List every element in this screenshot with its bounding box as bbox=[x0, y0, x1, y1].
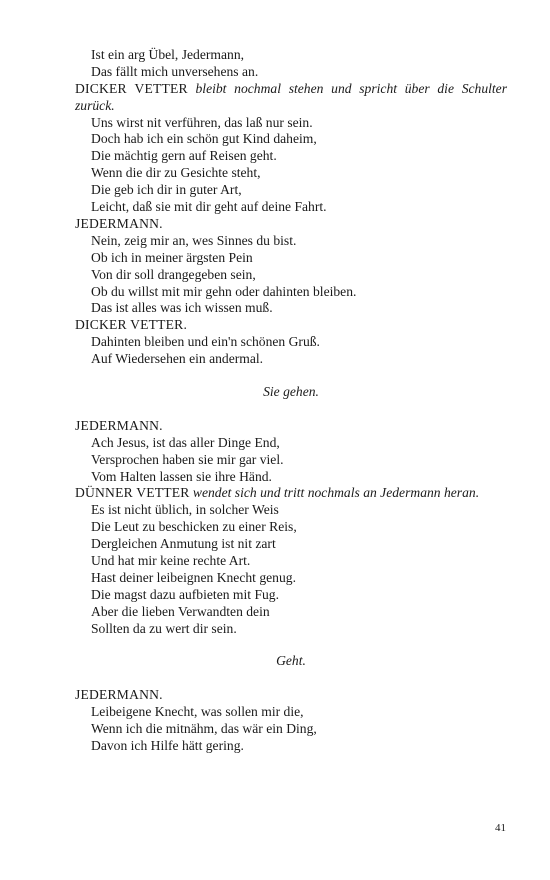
stage-direction-centered: Geht. bbox=[276, 653, 306, 669]
verse-line: Sollten da zu wert dir sein. bbox=[91, 620, 237, 636]
verse-line: Versprochen haben sie mir gar viel. bbox=[91, 451, 284, 467]
verse-line: Davon ich Hilfe hätt gering. bbox=[91, 738, 244, 753]
verse-line: Wenn ich die mitnähm, das wär ein Ding, bbox=[91, 721, 317, 737]
verse-line: Auf Wiedersehen ein andermal. bbox=[91, 351, 264, 367]
verse-line: Uns wirst nit verführen, das laß nur sein. bbox=[91, 114, 313, 130]
speaker-name: JEDERMANN. bbox=[75, 215, 163, 231]
verse-line: Die mächtig gern auf Reisen geht. bbox=[91, 148, 277, 164]
speaker-name: JEDERMANN. bbox=[75, 417, 163, 433]
verse-line: Es ist nicht üblich, in solcher Weis bbox=[91, 502, 279, 518]
verse-line: Leicht, daß sie mit dir geht auf deine Fahrt. bbox=[91, 199, 327, 215]
stage-direction: bleibt nochmal stehen und spricht über die Schulter zurück. bbox=[75, 80, 507, 113]
verse-line: Dergleichen Anmutung ist nit zart bbox=[91, 536, 276, 552]
verse-line: Die Leut zu beschicken zu einer Reis, bbox=[91, 519, 297, 535]
stage-direction: wendet sich und tritt nochmals an Jedermann heran. bbox=[192, 485, 480, 501]
verse-line: Von dir soll drangegeben sein, bbox=[91, 266, 256, 282]
verse-line: Das ist alles was ich wissen muß. bbox=[91, 300, 273, 316]
speaker-name: DÜNNER VETTER bbox=[75, 485, 190, 501]
verse-line: Die magst dazu aufbieten mit Fug. bbox=[91, 586, 280, 602]
page-number: 41 bbox=[495, 822, 506, 834]
speaker-name: JEDERMANN. bbox=[75, 687, 163, 703]
verse-line: Aber die lieben Verwandten dein bbox=[91, 603, 270, 619]
verse-line: Ob du willst mit mir gehn oder dahinten bleiben. bbox=[91, 283, 357, 299]
verse-line: Ist ein arg Übel, Jedermann, bbox=[91, 47, 245, 62]
play-text bbox=[75, 47, 507, 755]
verse-line: Das fällt mich unversehens an. bbox=[91, 63, 259, 79]
verse-line: Dahinten bleiben und ein'n schönen Gruß. bbox=[91, 334, 320, 350]
verse-line: Doch hab ich ein schön gut Kind daheim, bbox=[91, 131, 317, 147]
stage-direction-centered: Sie gehen. bbox=[263, 383, 319, 399]
speaker-name: DICKER VETTER. bbox=[75, 317, 188, 333]
verse-line: Wenn die dir zu Gesichte steht, bbox=[91, 165, 261, 181]
verse-line: Vom Halten lassen sie ihre Händ. bbox=[91, 468, 272, 484]
verse-line: Und hat mir keine rechte Art. bbox=[91, 552, 251, 568]
verse-line: Hast deiner leibeignen Knecht genug. bbox=[91, 569, 296, 585]
speaker-direction bbox=[75, 81, 507, 115]
verse-line: Ob ich in meiner ärgsten Pein bbox=[91, 249, 253, 265]
verse-line: Ach Jesus, ist das aller Dinge End, bbox=[91, 434, 280, 450]
verse-line: Leibeigene Knecht, was sollen mir die, bbox=[91, 704, 304, 720]
speaker-name: DICKER VETTER bbox=[75, 80, 188, 96]
verse-line: Nein, zeig mir an, wes Sinnes du bist. bbox=[91, 232, 297, 248]
verse-line: Die geb ich dir in guter Art, bbox=[91, 182, 242, 198]
speaker-direction bbox=[75, 485, 507, 502]
